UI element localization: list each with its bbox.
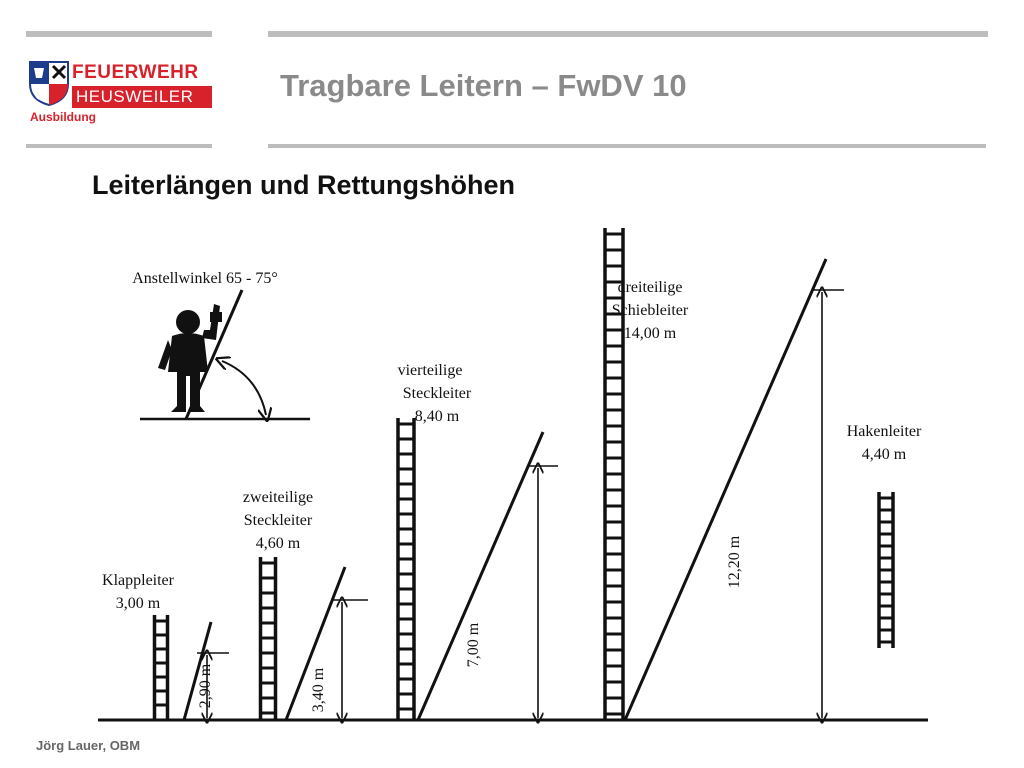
ladder-type-label: Hakenleiter bbox=[846, 423, 922, 440]
rescue-height-label: 7,00 m bbox=[465, 622, 482, 668]
ladder-type-label: Klappleiter bbox=[102, 572, 174, 589]
ladder-type-label: dreiteilige bbox=[617, 279, 683, 296]
ladder-length-label: 14,00 m bbox=[623, 325, 677, 342]
logo-line-1: FEUERWEHR bbox=[72, 62, 199, 83]
ladder-vertical bbox=[261, 557, 276, 720]
angle-label: Anstellwinkel 65 - 75° bbox=[132, 270, 278, 287]
ladder-length-label: 4,40 m bbox=[861, 446, 907, 463]
ladder-length-label: 3,00 m bbox=[115, 595, 161, 612]
ladder-vierteilige-steckleiter bbox=[398, 362, 558, 720]
ladder-type-label: zweiteilige bbox=[242, 489, 314, 506]
ladder-type-label: Steckleiter bbox=[243, 512, 313, 529]
ladder-vertical bbox=[398, 418, 414, 720]
slide-subtitle: Leiterlängen und Rettungshöhen bbox=[92, 170, 515, 200]
rescue-height-label: 2,90 m bbox=[197, 663, 214, 709]
ladder-vertical bbox=[879, 492, 893, 648]
ladder-length-label: 8,40 m bbox=[414, 408, 460, 425]
angle-arc bbox=[222, 361, 266, 415]
logo-line-2: HEUSWEILER bbox=[72, 86, 212, 108]
page-title: Tragbare Leitern – FwDV 10 bbox=[280, 68, 687, 103]
ladder-dreiteilige-schiebleiter bbox=[605, 228, 844, 720]
ladder-vertical bbox=[155, 615, 168, 720]
ladder-hakenleiter bbox=[847, 423, 922, 648]
leaning-ladder bbox=[418, 432, 543, 720]
ladder-klappleiter bbox=[102, 572, 229, 720]
ladder-type-label: Schiebleiter bbox=[611, 302, 689, 319]
ladder-length-label: 4,60 m bbox=[255, 535, 301, 552]
rescue-height-label: 3,40 m bbox=[310, 667, 327, 713]
ladder-zweiteilige-steckleiter bbox=[243, 489, 368, 720]
ladder-type-label: Steckleiter bbox=[402, 385, 472, 402]
rescue-height-label: 12,20 m bbox=[726, 535, 743, 589]
footer-author: Jörg Lauer, OBM bbox=[36, 738, 141, 753]
logo-line-3: Ausbildung bbox=[30, 110, 96, 124]
ladder-type-label: vierteilige bbox=[397, 362, 463, 379]
angle-illustration bbox=[132, 270, 310, 419]
